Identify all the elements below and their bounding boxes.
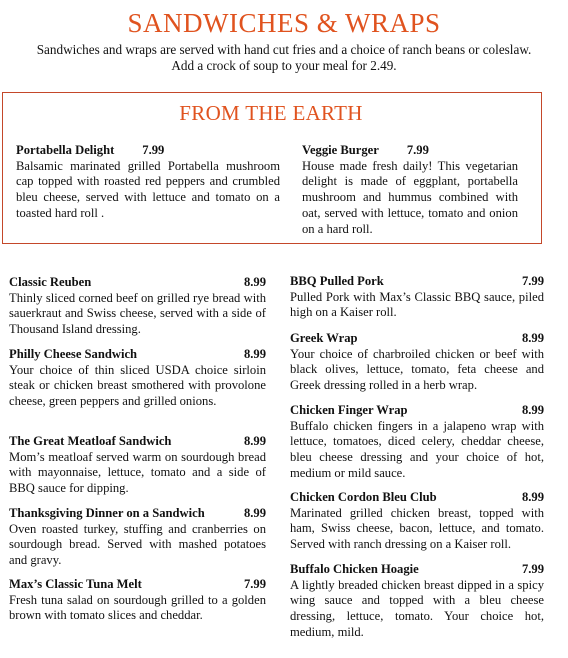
item-name: Philly Cheese Sandwich	[9, 347, 138, 361]
item-name: Chicken Cordon Bleu Club	[290, 490, 437, 504]
menu-item	[290, 331, 544, 394]
item-description: Thinly sliced corned beef on grilled rye bread with sauerkraut and Swiss cheese, served with a side of Thousand Island dressing.	[9, 290, 266, 337]
intro-line: Add a crock of soup to your meal for 2.49.	[171, 58, 397, 73]
item-description: Oven roasted turkey, stuffing and cranberries on sourdough bread. Served with mashed potatoes and gravy.	[9, 521, 266, 568]
item-price: 7.99	[521, 562, 544, 576]
item-description: Balsamic marinated grilled Portabella mushroom cap topped with roasted red peppers and crumbled bleu cheese, served with lettuce and tomato on a toasted hard roll .	[16, 158, 280, 220]
item-header	[9, 434, 266, 450]
item-header	[290, 403, 544, 419]
menu-item	[9, 577, 266, 624]
item-price: 8.99	[243, 434, 266, 448]
menu-item	[9, 506, 266, 569]
item-name: BBQ Pulled Pork	[290, 274, 384, 288]
item-price: 7.99	[243, 577, 266, 591]
item-name: Veggie Burger	[302, 143, 379, 157]
menu-item	[290, 562, 544, 641]
item-price: 8.99	[521, 403, 544, 417]
item-price: 7.99	[142, 143, 165, 157]
menu-item	[9, 347, 266, 410]
menu-item	[9, 275, 266, 338]
item-name: Chicken Finger Wrap	[290, 403, 408, 417]
item-description: Fresh tuna salad on sourdough grilled to a golden brown with tomato slices and cheddar.	[9, 592, 266, 623]
item-name: Buffalo Chicken Hoagie	[290, 562, 419, 576]
item-name: Classic Reuben	[9, 275, 92, 289]
intro-text	[0, 42, 568, 74]
item-price: 8.99	[521, 331, 544, 345]
item-description: House made fresh daily! This vegetarian delight is made of eggplant, portabella mushroom and hummus combined with oat, served with lettuce, tomato and onion on a hard roll.	[302, 158, 518, 236]
menu-item	[290, 490, 544, 553]
item-header	[290, 490, 544, 506]
item-price: 7.99	[406, 143, 429, 157]
item-header	[16, 143, 280, 159]
section-title: SANDWICHES & WRAPS	[127, 8, 441, 38]
item-name: Thanksgiving Dinner on a Sandwich	[9, 506, 205, 520]
item-header	[290, 274, 544, 290]
item-price: 8.99	[243, 347, 266, 361]
item-price: 8.99	[243, 506, 266, 520]
item-description: Mom’s meatloaf served warm on sourdough bread with mayonnaise, lettuce, tomato and a side of BBQ sauce for dipping.	[9, 449, 266, 496]
menu-item	[16, 143, 280, 222]
item-description: Buffalo chicken fingers in a jalapeno wrap with lettuce, tomatoes, diced celery, cheddar cheese, bleu cheese dressing and your choice of hot, medium or mild sauce.	[290, 418, 544, 480]
item-header	[9, 577, 266, 593]
item-description: Your choice of charbroiled chicken or beef with black olives, lettuce, tomato, feta cheese and Greek dressing rolled in a herb wrap.	[290, 346, 544, 393]
item-name: Greek Wrap	[290, 331, 358, 345]
item-description: Your choice of thin sliced USDA choice sirloin steak or chicken breast smothered with provolone cheese, green peppers and grilled onions.	[9, 362, 266, 409]
item-header	[290, 331, 544, 347]
item-header	[290, 562, 544, 578]
item-price: 8.99	[521, 490, 544, 504]
item-description: Pulled Pork with Max’s Classic BBQ sauce, piled high on a Kaiser roll.	[290, 289, 544, 320]
item-description: Marinated grilled chicken breast, topped with ham, Swiss cheese, bacon, lettuce, and tomato. Served with ranch dressing on a Kaiser roll.	[290, 505, 544, 552]
item-header	[9, 347, 266, 363]
item-header	[9, 506, 266, 522]
subsection-title: FROM THE EARTH	[179, 101, 363, 125]
item-name: Portabella Delight	[16, 143, 115, 157]
menu-item	[290, 274, 544, 321]
item-description: A lightly breaded chicken breast dipped in a spicy wing sauce and topped with a bleu cheese dressing, lettuce, tomato. Your choice hot, medium, mild.	[290, 577, 544, 639]
intro-line: Sandwiches and wraps are served with hand cut fries and a choice of ranch beans or coleslaw.	[36, 42, 532, 57]
item-header	[302, 143, 518, 159]
item-name: Max’s Classic Tuna Melt	[9, 577, 142, 591]
item-name: The Great Meatloaf Sandwich	[9, 434, 172, 448]
item-price: 8.99	[243, 275, 266, 289]
menu-item	[290, 403, 544, 482]
item-price: 7.99	[521, 274, 544, 288]
item-header	[9, 275, 266, 291]
menu-item	[302, 143, 518, 237]
menu-item	[9, 434, 266, 497]
